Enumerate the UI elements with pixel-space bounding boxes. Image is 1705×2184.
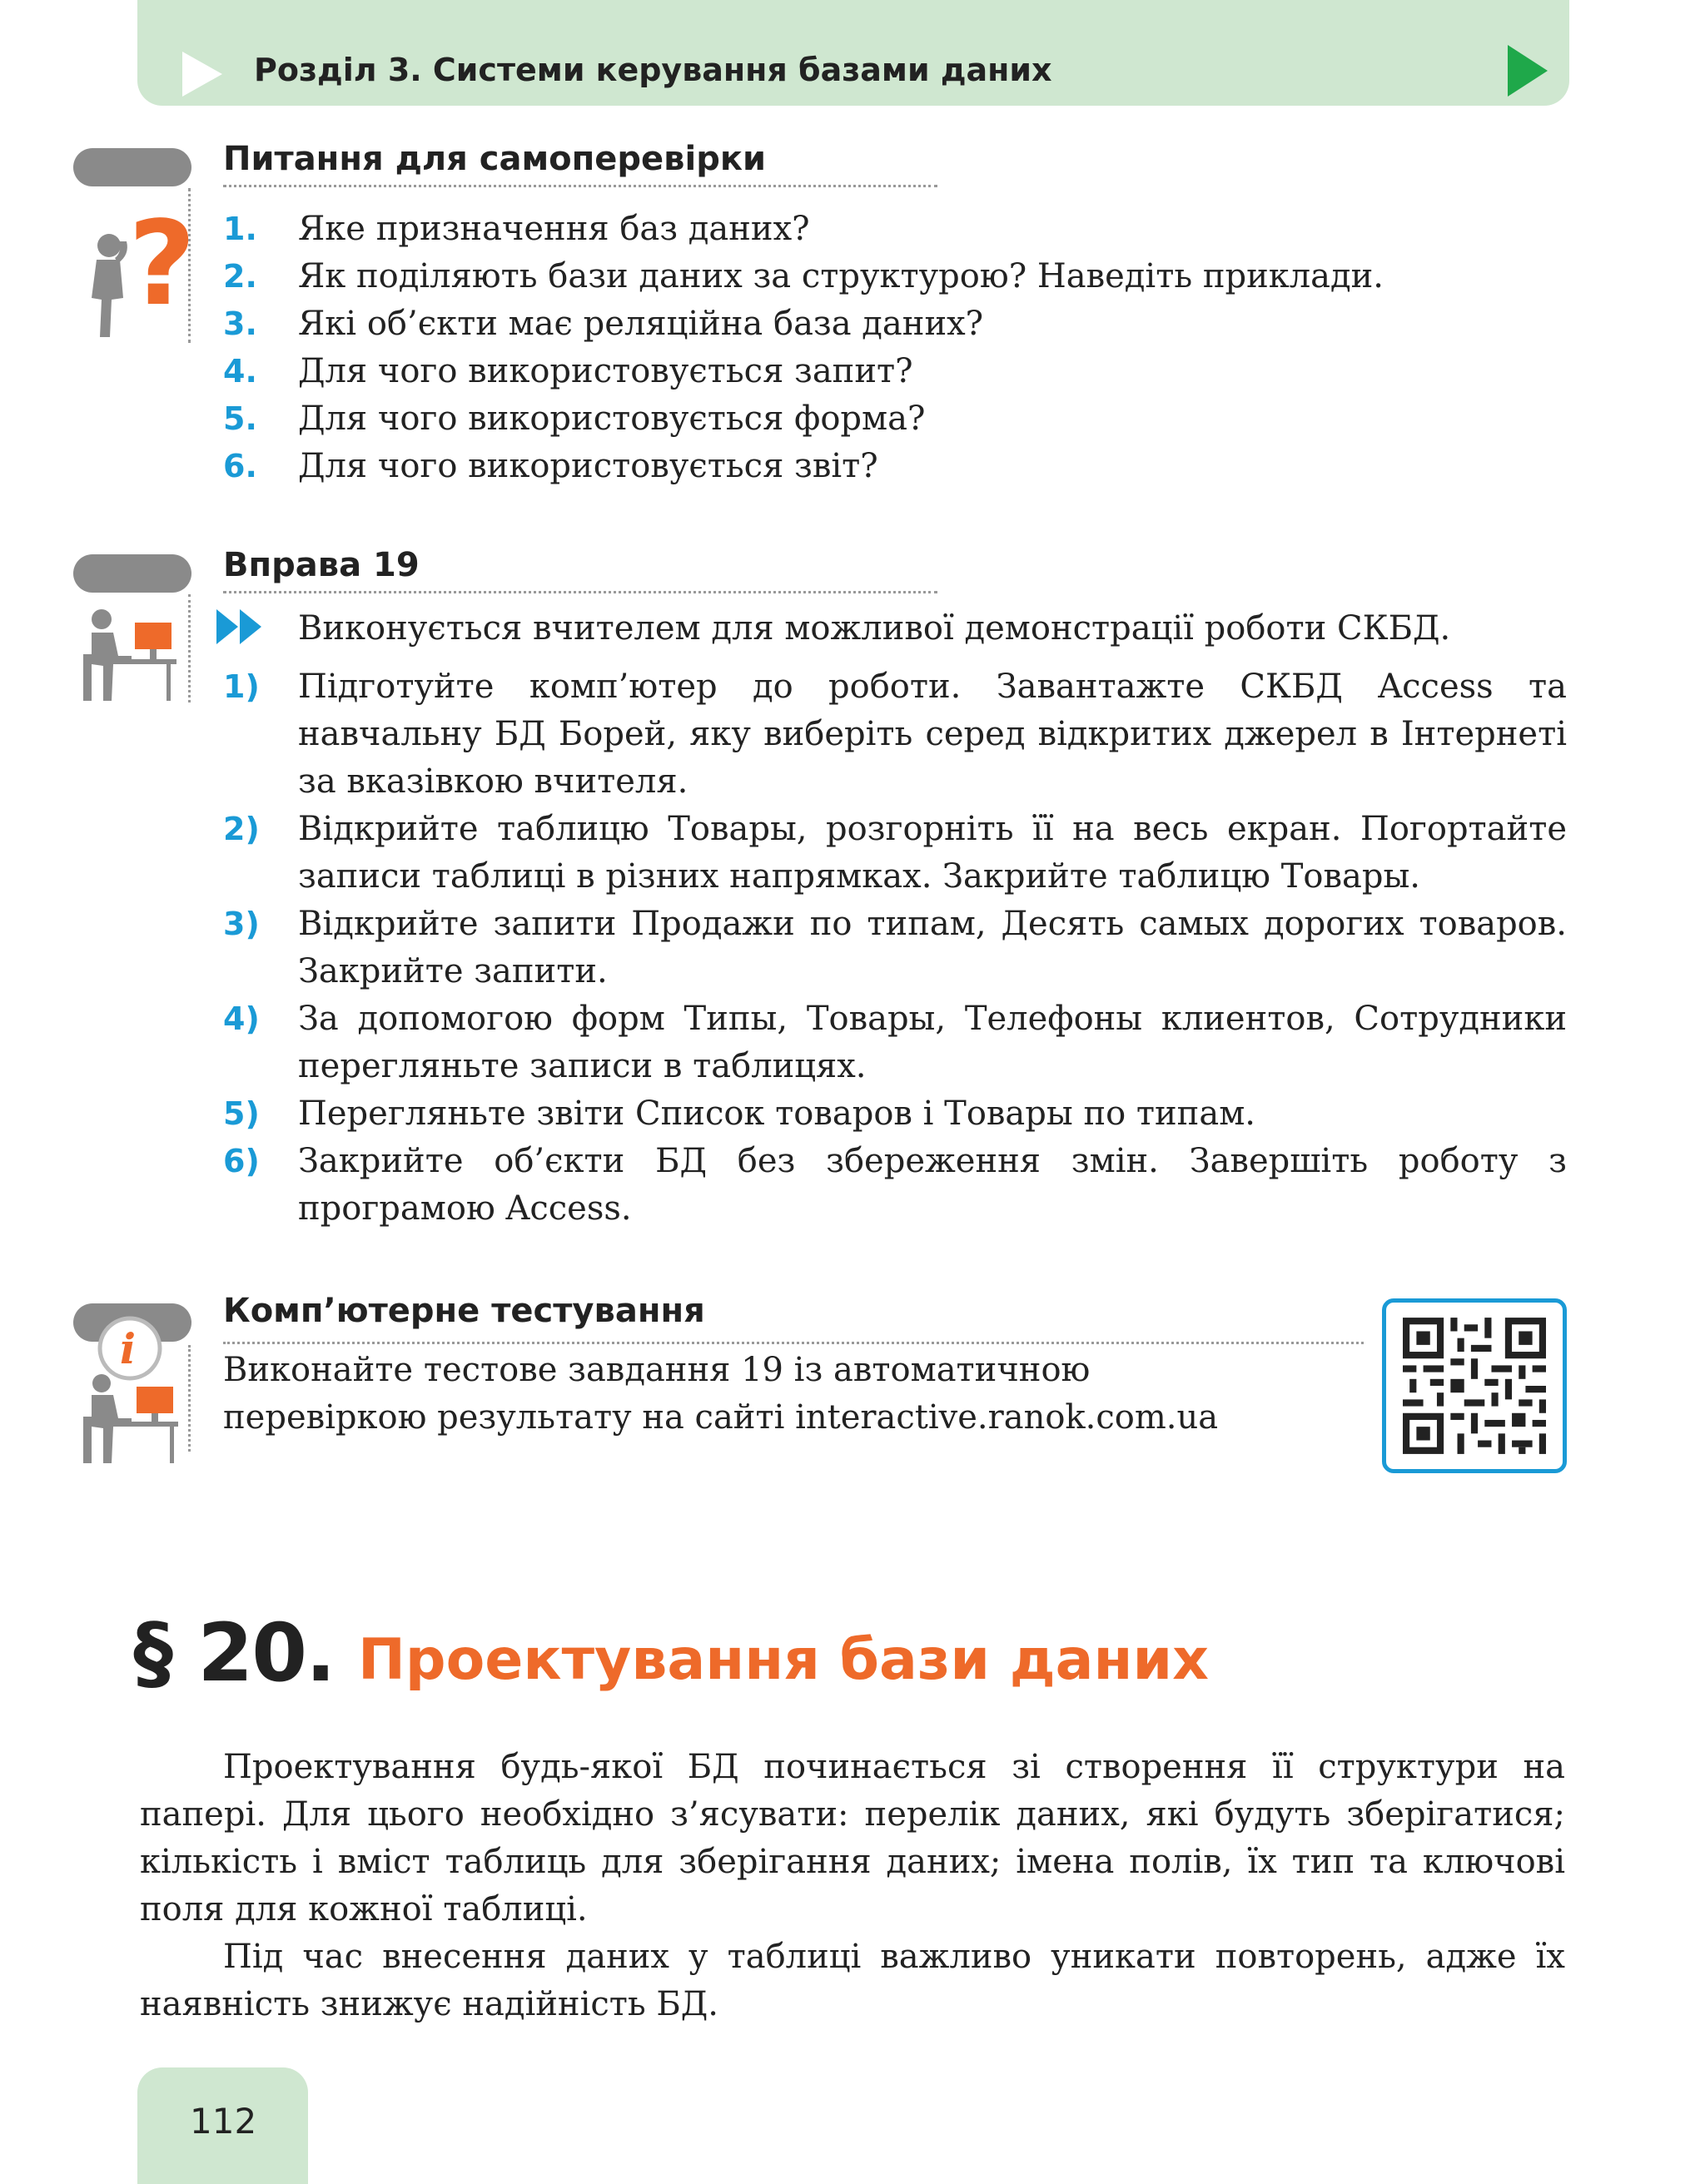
testing-line: Виконайте тестове завдання 19 із автоматичною	[223, 1351, 1091, 1389]
thinking-person-question-icon	[72, 196, 196, 341]
list-item	[223, 253, 1567, 300]
item-number: 1.	[223, 211, 257, 247]
chapter-title: Розділ 3. Системи керування базами даних	[254, 52, 1052, 88]
page-number: 112	[190, 2101, 257, 2142]
list-item	[223, 206, 1567, 253]
section-vertical-divider	[188, 594, 191, 702]
section-tab	[73, 554, 191, 593]
list-item	[223, 901, 1567, 995]
item-text: Які об’єкти має реляційна база даних?	[298, 305, 984, 343]
step-text: Підготуйте комп’ютер до роботи. Завантажте СКБД Access та навчальну БД Борей, яку виберіть серед відкритих джерел в Інтернеті за вказівкою вчителя.	[298, 668, 1567, 801]
item-text: Для чого використовується звіт?	[298, 447, 878, 485]
list-item	[223, 443, 1567, 490]
play-triangle-icon	[182, 52, 222, 97]
computer-user-icon	[80, 604, 180, 704]
next-arrow-icon	[1508, 45, 1548, 97]
page-header	[137, 0, 1569, 106]
item-number: 4.	[223, 353, 257, 390]
testing-title: Комп’ютерне тестування	[223, 1292, 705, 1330]
qr-code-link[interactable]	[1382, 1298, 1567, 1473]
step-text: Закрийте об’єкти БД без збереження змін. Завершіть роботу з програмою Access.	[298, 1142, 1567, 1228]
step-number: 5)	[223, 1095, 260, 1132]
list-item	[223, 395, 1567, 443]
item-number: 6.	[223, 448, 257, 484]
paragraph-title: Проектування бази даних	[358, 1627, 1210, 1693]
step-text: Відкрийте запити Продажи по типам, Десять самых дорогих товаров. Закрийте запити.	[298, 905, 1567, 990]
section-divider	[223, 591, 937, 593]
item-text: Яке призначення баз даних?	[298, 210, 810, 248]
item-number: 5.	[223, 400, 257, 437]
svg-text:?: ?	[128, 196, 196, 332]
list-item	[223, 1090, 1567, 1138]
paragraph-body	[140, 1744, 1565, 2028]
step-number: 4)	[223, 1000, 260, 1037]
list-item	[223, 995, 1567, 1090]
item-number: 2.	[223, 258, 257, 295]
qr-code-icon	[1403, 1318, 1546, 1454]
item-text: Для чого використовується запит?	[298, 352, 913, 390]
exercise-steps	[223, 663, 1567, 1233]
self-check-title: Питання для самоперевірки	[223, 140, 767, 178]
step-text: За допомогою форм Типы, Товары, Телефоны клиентов, Сотрудники перегляньте записи в таблицях.	[298, 1000, 1567, 1085]
self-check-list	[223, 206, 1567, 490]
section-vertical-divider	[188, 1345, 191, 1452]
testing-text	[223, 1347, 1355, 1442]
list-item	[223, 300, 1567, 348]
body-paragraph: Проектування будь-якої БД починається зі створення її структури на папері. Для цього необхідно з’ясувати: перелік даних, які будуть зберігатися; кількість і вміст таблиць для зберігання даних; імена полів, їх тип та ключові поля для кожної таблиці.	[140, 1748, 1565, 1928]
list-item	[223, 348, 1567, 395]
testing-line: перевіркою результату на сайті interactive.ranok.com.ua	[223, 1398, 1219, 1437]
list-item	[223, 1138, 1567, 1233]
step-text: Відкрийте таблицю Товары, розгорніть її на весь екран. Погортайте записи таблиці в різних напрямках. Закрийте таблицю Товары.	[298, 810, 1567, 896]
info-computer-user-icon	[80, 1315, 183, 1465]
exercise-intro: Виконується вчителем для можливої демонстрації роботи СКБД.	[298, 609, 1451, 648]
section-divider	[223, 1342, 1364, 1344]
svg-text:i: i	[120, 1324, 136, 1373]
section-tab	[73, 148, 191, 186]
item-text: Як поділяють бази даних за структурою? Наведіть приклади.	[298, 257, 1384, 295]
item-number: 3.	[223, 305, 257, 342]
double-arrow-icon	[216, 609, 263, 644]
step-number: 6)	[223, 1143, 260, 1179]
paragraph-number: § 20.	[133, 1606, 335, 1700]
section-divider	[223, 185, 937, 187]
list-item	[223, 663, 1567, 806]
step-text: Перегляньте звіти Список товаров і Товары по типам.	[298, 1094, 1256, 1133]
exercise-title: Вправа 19	[223, 546, 420, 584]
step-number: 2)	[223, 811, 260, 847]
item-text: Для чого використовується форма?	[298, 400, 926, 438]
step-number: 1)	[223, 668, 260, 705]
step-number: 3)	[223, 906, 260, 942]
body-paragraph: Під час внесення даних у таблиці важливо уникати повторень, адже їх наявність знижує надійність БД.	[140, 1938, 1565, 2023]
list-item	[223, 806, 1567, 901]
